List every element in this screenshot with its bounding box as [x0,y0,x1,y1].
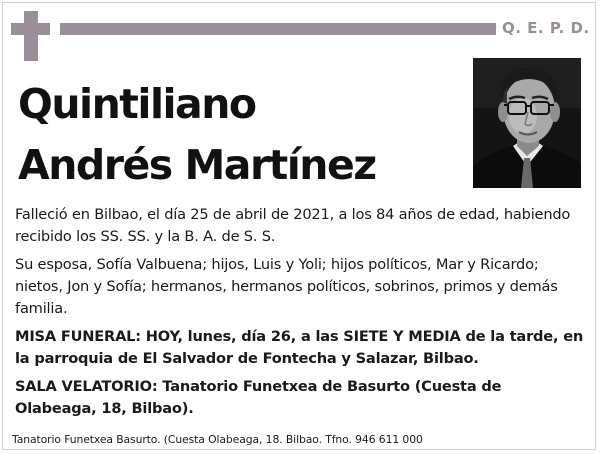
deceased-name-first: Quintiliano [18,80,256,128]
funeral-mass-paragraph: MISA FUNERAL: HOY, lunes, día 26, a las SIETE Y MEDIA de la tarde, en la parroquia de El Salvador de Fontecha y Salazar, Bilbao. [15,328,584,367]
portrait-image [473,58,581,188]
wake-room-paragraph: SALA VELATORIO: Tanatorio Funetxea de Basurto (Cuesta de Olabeaga, 18, Bilbao). [15,378,502,417]
funeral-home-contact: Tanatorio Funetxea Basurto. (Cuesta Olabeaga, 18. Bilbao. Tfno. 946 611 000 [12,433,423,446]
deceased-name-surnames: Andrés Martínez [18,141,376,189]
qepd-label: Q. E. P. D. [502,19,590,37]
death-announcement-paragraph: Falleció en Bilbao, el día 25 de abril de 2021, a los 84 años de edad, habiendo recibido los SS. SS. y la B. A. de S. S. [15,206,571,245]
cross-vertical-bar [24,11,38,61]
deceased-portrait-photo [473,58,581,188]
family-paragraph: Su esposa, Sofía Valbuena; hijos, Luis y Yoli; hijos políticos, Mar y Ricardo; nietos, Jon y Sofía; hermanos, hermanos políticos, sobrinos, primos y demás familia. [15,256,558,317]
header-divider-bar [60,23,496,35]
cross-horizontal-bar [11,23,50,35]
